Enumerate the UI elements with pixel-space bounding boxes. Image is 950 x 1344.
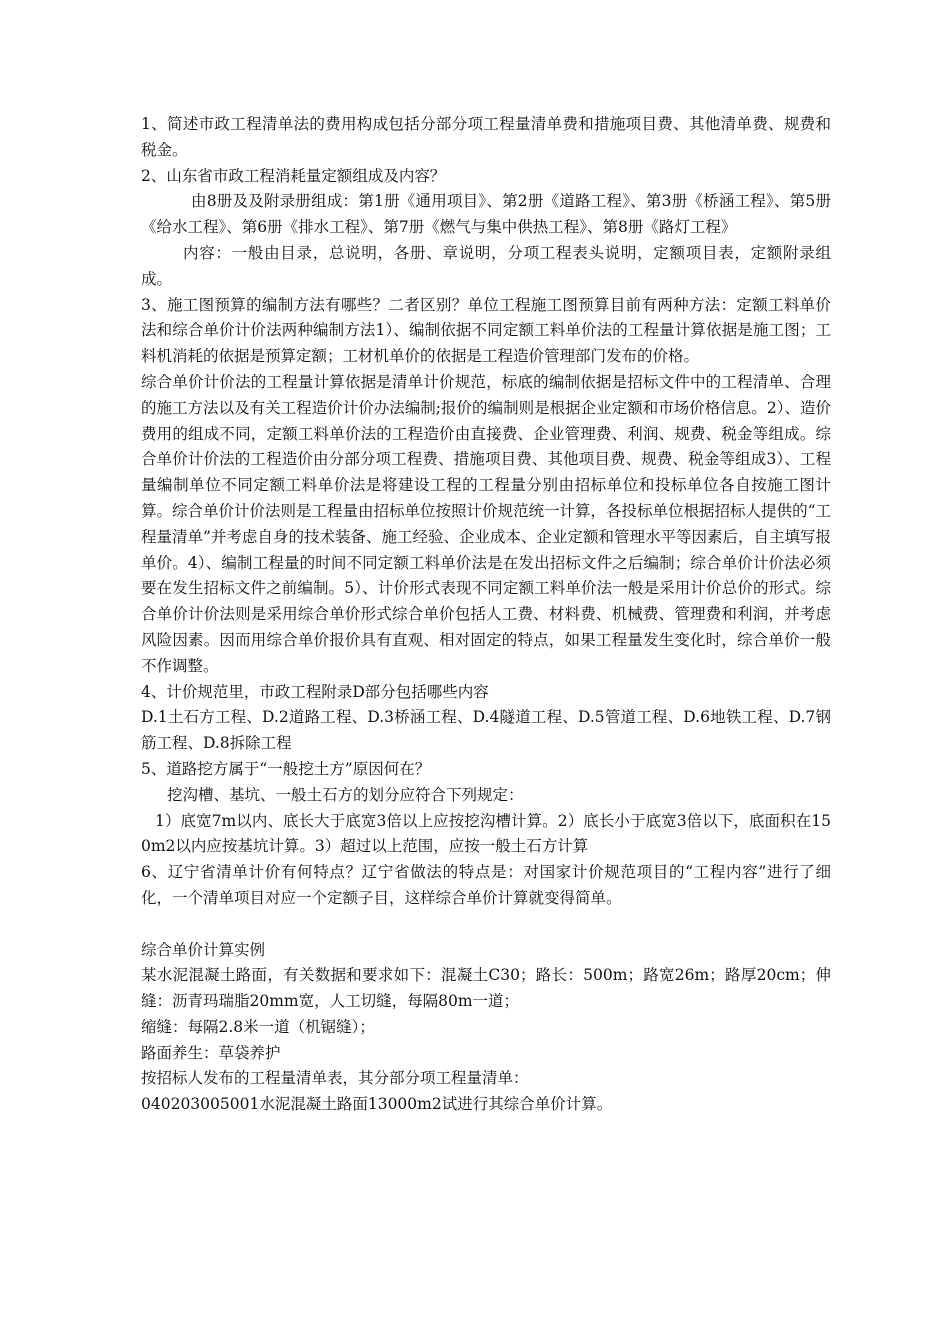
blank-line	[141, 912, 831, 938]
question-3: 3、施工图预算的编制方法有哪些？二者区别？单位工程施工图预算目前有两种方法：定额工料单价法和综合单价计价法两种编制方法1）、编制依据不同定额工料单价法的工程量计算依据是施工图；工料机消耗的依据是预算定额；工材机单价的依据是工程造价管理部门发布的价格。	[141, 295, 831, 366]
question-1: 1、简述市政工程清单法的费用构成包括分部分项工程量清单费和措施项目费、其他清单费、规费和税金。	[141, 115, 831, 159]
example-bill-intro: 按招标人发布的工程量清单表，其分部分项工程量清单：	[141, 1069, 529, 1088]
question-5: 5、道路挖方属于“一般挖土方”原因何在？	[141, 759, 431, 778]
example-shrinkage-joint: 缩缝：每隔2.8米一道（机锯缝）；	[141, 1017, 375, 1036]
document-body	[141, 112, 831, 1118]
question-2: 2、山东省市政工程消耗量定额组成及内容？	[141, 166, 446, 185]
answer-2-content: 内容：一般由目录，总说明，各册、章说明，分项工程表头说明，定额项目表，定额附录组成。	[141, 243, 831, 288]
answer-4: D.1土石方工程、D.2道路工程、D.3桥涵工程、D.4隧道工程、D.5管道工程、D.6地铁工程、D.7钢筋工程、D.8拆除工程	[141, 708, 831, 753]
question-4: 4、计价规范里，市政工程附录D部分包括哪些内容	[141, 682, 489, 701]
answer-5-rules: 1）底宽7m以内、底长大于底宽3倍以上应按挖沟槽计算。2）底长小于底宽3倍以下，底面积在150m2以内应按基坑计算。3）超过以上范围，应按一般土石方计算	[141, 811, 831, 856]
answer-5-intro: 挖沟槽、基坑、一般土石方的划分应符合下列规定：	[167, 785, 524, 804]
example-bill-item: 040203005001水泥混凝土路面13000m2试进行其综合单价计算。	[141, 1095, 613, 1114]
question-6: 6、辽宁省清单计价有何特点？辽宁省做法的特点是：对国家计价规范项目的“工程内容”进行了细化，一个清单项目对应一个定额子目，这样综合单价计算就变得简单。	[141, 863, 831, 907]
example-curing: 路面养生：草袋养护	[141, 1043, 281, 1062]
example-description: 某水泥混凝土路面，有关数据和要求如下：混凝土C30；路长：500m；路宽26m；路厚20cm；伸缝：沥青玛瑞脂20mm宽，人工切缝，每隔80m一道；	[141, 966, 831, 1011]
answer-2-composition: 由8册及及附录册组成：第1册《通用项目》、第2册《道路工程》、第3册《桥涵工程》、第5册《给水工程》、第6册《排水工程》、第7册《燃气与集中供热工程》、第8册《路灯工程》	[141, 192, 831, 237]
example-title: 综合单价计算实例	[141, 940, 266, 959]
answer-3-detail: 综合单价计价法的工程量计算依据是清单计价规范，标底的编制依据是招标文件中的工程清单、合理的施工方法以及有关工程造价计价办法编制;报价的编制则是根据企业定额和市场价格信息。2）、造价费用的组成不同，定额工料单价法的工程造价由直接费、企业管理费、利润、规费、税金等组成。综合单价计价法的工程造价由分部分项工程费、措施项目费、其他项目费、规费、税金等组成3）、工程量编制单位不同定额工料单价法是将建设工程的工程量分别由招标单位和投标单位各自按施工图计算。综合单价计价法则是工程量由招标单位按照计价规范统一计算，各投标单位根据招标人提供的“工程量清单”并考虑自身的技术装备、施工经验、企业成本、企业定额和管理水平等因素后，自主填写报单价。4）、编制工程量的时间不同定额工料单价法是在发出招标文件之后编制；综合单价计价法必须要在发生招标文件之前编制。5）、计价形式表现不同定额工料单价法一般是采用计价总价的形式。综合单价计价法则是采用综合单价形式综合单价包括人工费、材料费、机械费、管理费和利润，并考虑风险因素。因而用综合单价报价具有直观、相对固定的特点，如果工程量发生变化时，综合单价一般不作调整。	[141, 372, 831, 675]
